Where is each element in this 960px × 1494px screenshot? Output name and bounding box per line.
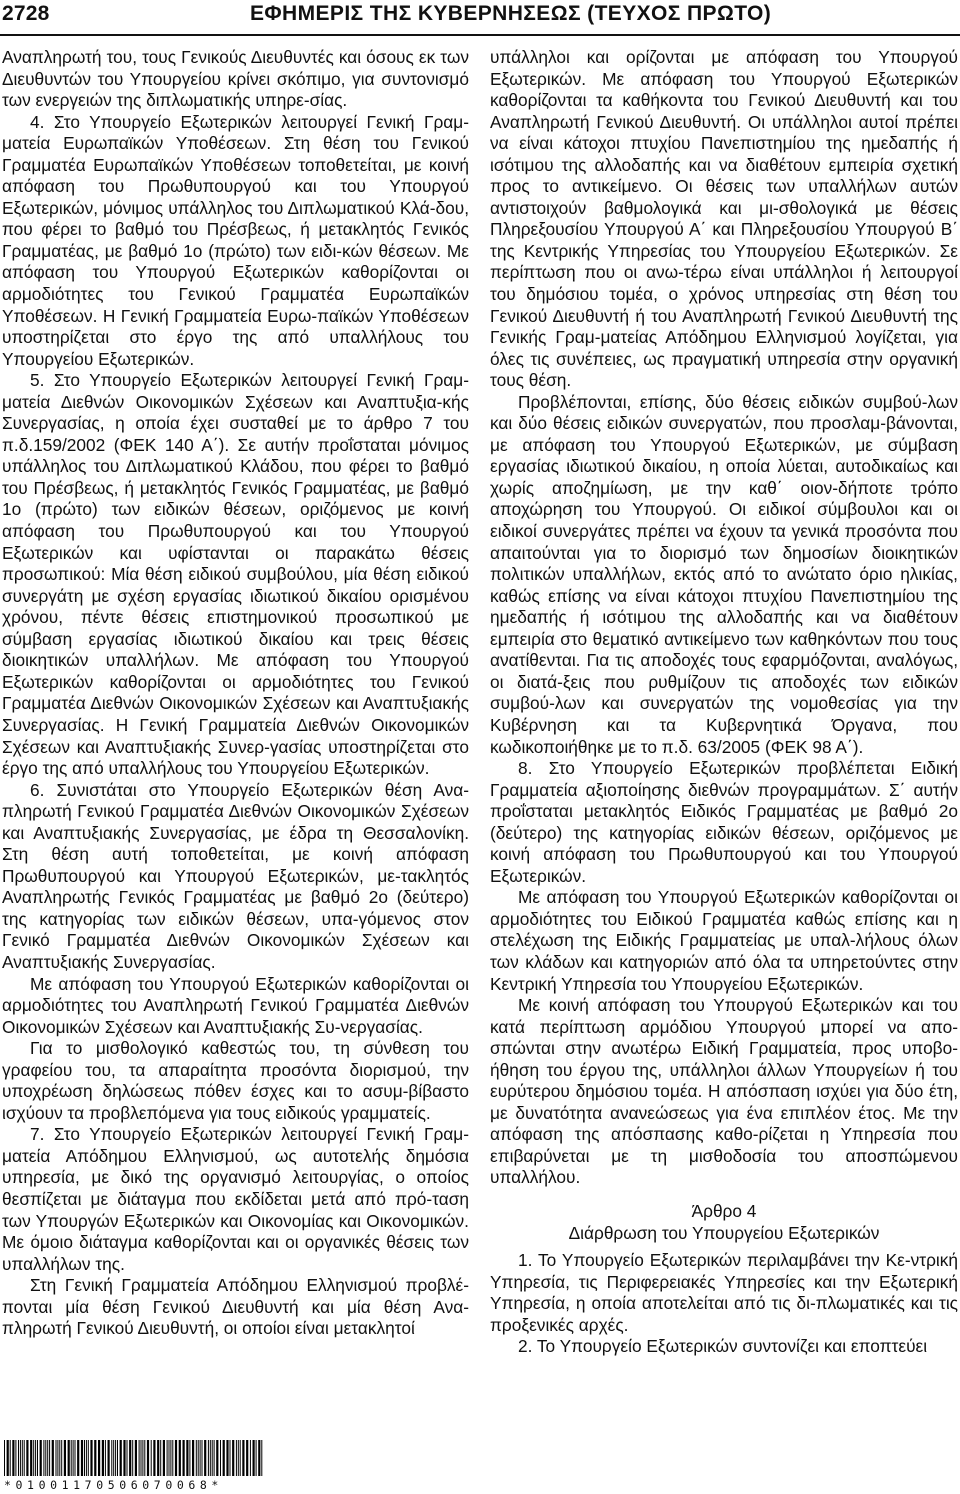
barcode-bar xyxy=(102,1440,104,1476)
paragraph: Με κοινή απόφαση του Υπουργού Εξωτερικών και του κατά περίπτωση αρμόδιου Υπουργού μπορεί να απο-σπώνται στην ανωτέρω Ειδική Γραμματεία, προς υποβο-ήθηση του έργου της, υπάλληλοι άλλων Υπουργείων ή του ευρύτερου δημόσιου τομέα. Η απόσπαση ισχύει για δύο έτη, με δυνατότητα ανανεώσεως για ένα επιπλέον έτος. Με την απόφαση της απόσπασης καθο-ρίζεται η Υπηρεσία που επιβαρύνεται με τη μισθοδοσία του αποσπώμενου υπαλλήλου. xyxy=(490,995,958,1188)
barcode-bar xyxy=(232,1440,234,1476)
barcode-bar xyxy=(37,1440,38,1476)
barcode-bar xyxy=(216,1440,218,1476)
barcode-bar xyxy=(186,1440,188,1476)
barcode-bar xyxy=(123,1440,125,1476)
article-subtitle: Διάρθρωση του Υπουργείου Εξωτερικών xyxy=(568,1222,880,1243)
barcode-bar xyxy=(238,1440,239,1476)
barcode-bar xyxy=(98,1440,100,1476)
paragraph: 6. Συνιστάται στο Υπουργείο Εξωτερικών θέση Ανα-πληρωτή Γενικού Γραμματέα Διεθνών Οικονομικών Σχέσεων και Αναπτυξιακής Συνεργασίας, με έδρα τη Θεσσαλονίκη. Στη θέση αυτή τοποθετείται, με κοινή απόφαση Πρωθυπουργού και Υπουργού Εξωτερικών, με-τακλητός Αναπληρωτής Γενικός Γραμματέας με βαθμό 2ο (δεύτερο) της κατηγορίας των ειδικών θέσεων, υπα-γόμενος στον Γενικό Γραμματέα Διεθνών Οικονομικών Σχέσεων και Αναπτυξιακής Συνεργασίας. xyxy=(2,779,469,972)
paragraph: 8. Στο Υπουργείο Εξωτερικών προβλέπεται Ειδική Γραμματεία αξιοποίησης διεθνών προγραμμάτων. Σ΄ αυτήν προΐσταται μετακλητός Ειδικός Γραμματέας με βαθμό 2ο (δεύτερο) της κατηγορίας ειδικών θέσεων, οριζόμενος με κοινή απόφαση του Πρωθυπουργού και του Υπουργού Εξωτερικών. xyxy=(490,758,958,886)
barcode-bar xyxy=(170,1440,171,1476)
barcode-bar xyxy=(132,1440,133,1476)
barcode-bar xyxy=(153,1440,155,1476)
header-rule xyxy=(0,34,960,36)
barcode-bar xyxy=(117,1440,118,1476)
barcode-bar xyxy=(40,1440,42,1476)
barcode-bar xyxy=(7,1440,9,1476)
paragraph: 1. Το Υπουργείο Εξωτερικών περιλαμβάνει την Κε-ντρική Υπηρεσία, τις Περιφερειακές Υπηρεσίες και την Εξωτερική Υπηρεσία, η οποία αποτελείται από τις δι-πλωματικές και τις προξενικές αρχές. xyxy=(490,1250,958,1335)
barcode-bar xyxy=(30,1440,32,1476)
barcode-bar xyxy=(77,1440,79,1476)
barcode-bar xyxy=(84,1440,85,1476)
barcode-bar xyxy=(86,1440,87,1476)
barcode-number: *01001170506070068* xyxy=(4,1478,223,1492)
paragraph: Με απόφαση του Υπουργού Εξωτερικών καθορίζονται οι αρμοδιότητες του Ειδικού Γραμματέα καθώς επίσης και η στελέχωση της Ειδικής Γραμματείας με υπαλ-λήλους όλων των κλάδων και κατηγοριών από όλα τα υπηρετούντες στην Κεντρική Υπηρεσία του Υπουργείου Εξωτερικών. xyxy=(490,887,958,994)
barcode-bars xyxy=(4,1440,286,1476)
barcode-bar xyxy=(212,1440,213,1476)
barcode-bar xyxy=(75,1440,76,1476)
barcode-bar xyxy=(172,1440,173,1476)
barcode-bar xyxy=(35,1440,36,1476)
barcode-bar xyxy=(56,1440,57,1476)
barcode-bar xyxy=(250,1440,251,1476)
barcode-bar xyxy=(49,1440,50,1476)
page-number: 2728 xyxy=(2,2,50,25)
barcode-bar xyxy=(204,1440,206,1476)
barcode-bar xyxy=(198,1440,199,1476)
barcode-bar xyxy=(88,1440,89,1476)
barcode-bar xyxy=(127,1440,128,1476)
barcode-bar xyxy=(94,1440,96,1476)
barcode-bar xyxy=(189,1440,190,1476)
barcode-bar xyxy=(12,1440,14,1476)
barcode-bar xyxy=(20,1440,21,1476)
barcode-bar xyxy=(108,1440,110,1476)
right-column xyxy=(490,47,958,1358)
barcode-bar xyxy=(111,1440,112,1476)
paragraph: Με απόφαση του Υπουργού Εξωτερικών καθορίζονται οι αρμοδιότητες του Αναπληρωτή Γενικού Γραμματέα Διεθνών Οικονομικών Σχέσεων και Αναπτυξιακής Συ-νεργασίας. xyxy=(2,973,469,1037)
barcode-bar xyxy=(135,1440,137,1476)
barcode-bar xyxy=(43,1440,44,1476)
barcode-bar xyxy=(175,1440,177,1476)
barcode-bar xyxy=(261,1440,262,1476)
paragraph: 2. Το Υπουργείο Εξωτερικών συντονίζει και εποπτεύει xyxy=(518,1336,928,1357)
barcode-bar xyxy=(64,1440,66,1476)
barcode-bar xyxy=(15,1440,16,1476)
page-header xyxy=(0,0,960,40)
barcode-bar xyxy=(90,1440,92,1476)
barcode-bar xyxy=(61,1440,62,1476)
barcode-bar xyxy=(179,1440,181,1476)
barcode-bar xyxy=(73,1440,74,1476)
barcode-bar xyxy=(214,1440,215,1476)
barcode-bar xyxy=(202,1440,203,1476)
barcode-bar xyxy=(45,1440,46,1476)
barcode-bar xyxy=(163,1440,165,1476)
article-title: Άρθρο 4 xyxy=(691,1200,757,1221)
barcode-bar xyxy=(59,1440,60,1476)
barcode-bar xyxy=(105,1440,106,1476)
barcode-bar xyxy=(196,1440,197,1476)
barcode-bar xyxy=(10,1440,11,1476)
barcode-bar xyxy=(68,1440,70,1476)
barcode-bar xyxy=(144,1440,145,1476)
barcode-bar xyxy=(200,1440,201,1476)
barcode-bar xyxy=(141,1440,142,1476)
paragraph: Αναπληρωτή του, τους Γενικούς Διευθυντές και όσους εκ των Διευθυντών του Υπουργείου κρίνει σκόπιμο, για συντονισμό των ενεργειών της διπλωματικής υπηρε-σίας. xyxy=(2,47,469,111)
barcode-bar xyxy=(230,1440,231,1476)
barcode-bar xyxy=(26,1440,28,1476)
barcode-bar xyxy=(242,1440,244,1476)
barcode-bar xyxy=(220,1440,221,1476)
barcode-bar xyxy=(183,1440,185,1476)
paragraph: Στη Γενική Γραμματεία Απόδημου Ελληνισμού προβλέ-πονται μία θέση Γενικού Διευθυντή και μία θέση Ανα-πληρωτή Γενικού Διευθυντή, οι οποίοι είναι μετακλητοί xyxy=(2,1275,469,1339)
barcode-bar xyxy=(33,1440,34,1476)
barcode-bar xyxy=(169,1440,170,1476)
barcode-bar xyxy=(22,1440,23,1476)
barcode-bar xyxy=(115,1440,116,1476)
barcode-bar xyxy=(113,1440,114,1476)
barcode-bar xyxy=(18,1440,19,1476)
barcode-bar xyxy=(129,1440,131,1476)
barcode-bar xyxy=(71,1440,72,1476)
barcode-bar xyxy=(167,1440,168,1476)
barcode-bar xyxy=(256,1440,257,1476)
barcode-bar xyxy=(151,1440,152,1476)
barcode-bar xyxy=(147,1440,149,1476)
barcode-bar xyxy=(253,1440,255,1476)
paragraph: 7. Στο Υπουργείο Εξωτερικών λειτουργεί Γενική Γραμ-ματεία Απόδημου Ελληνισμού, ως αυτοτελής δημόσια υπηρεσία, με δικό της οργανισμό λειτουργίας, ο οποίος θεσπίζεται με διάταγμα που εκδίδεται μετά από πρό-ταση των Υπουργών Εξωτερικών και Οικονομίας και Οικονομικών. Με όμοιο διάταγμα καθορίζονται και οι οργανικές θέσεις των υπαλλήλων της. xyxy=(2,1124,469,1274)
paragraph: 5. Στο Υπουργείο Εξωτερικών λειτουργεί Γενική Γραμ-ματεία Διεθνών Οικονομικών Σχέσεων και Αναπτυξια-κής Συνεργασίας, η οποία έχει συσταθεί με το άρθρο 7 του π.δ.159/2002 (ΦΕΚ 140 Α΄). Σε αυτήν προΐσταται μόνιμος υπάλληλος του Διπλωματικού Κλάδου, που φέρει το βαθμό του Πρέσβεως, ή μετακλητός Γενικός Γραμματέας, με βαθμό 1ο (πρώτο) των ειδικών θέσεων, οριζόμενος με κοινή απόφαση του Πρωθυπουργού και του Υπουργού Εξωτερικών και υφίστανται οι παρακάτω θέσεις προσωπικού: Μία θέση ειδικού συμβούλου, μία θέση ειδικού συνεργάτη με σχέση εργασίας ιδιωτικού δικαίου ορισμένου χρόνου, πέντε θέσεις επιστημονικού προσωπικού με σύμβαση εργασίας ιδιωτικού δικαίου και τρεις θέσεις διοικητικών υπαλλήλων. Με απόφαση του Υπουργού Εξωτερικών καθορίζονται οι αρμοδιότητες του Γενικού Γραμματέα Διεθνών Οικονομικών Σχέσεων και Αναπτυξιακής Συνεργασίας. Η Γενική Γραμματεία Διεθνών Οικονομικών Σχέσεων και Αναπτυξιακής Συνερ-γασίας υποστηρίζεται στο έργο της από υπαλλήλους του Υπουργείου Εξωτερικών. xyxy=(2,370,469,779)
barcode-bar xyxy=(157,1440,159,1476)
gazette-title: ΕΦΗΜΕΡΙΣ ΤΗΣ ΚΥΒΕΡΝΗΣΕΩΣ (ΤΕΥΧΟΣ ΠΡΩΤΟ) xyxy=(250,2,772,25)
paragraph: Προβλέπονται, επίσης, δύο θέσεις ειδικών συμβού-λων και δύο θέσεις ειδικών συνεργατών, που προσλαμ-βάνονται, με απόφαση του Υπουργού Εξωτερικών, με σύμβαση εργασίας ιδιωτικού δικαίου, η οποία λύεται, αυτοδικαίως και χωρίς αποζημίωση, με την καθ΄ οιον-δήποτε τρόπο αποχώρηση του Υπουργού. Οι ειδικοί σύμβουλοι και οι ειδικοί συνεργάτες πρέπει να έχουν τα γενικά προσόντα που απαιτούνται για το διορισμό των δημοσίων διοικητικών πολιτικών υπαλλήλων, εκτός από το ανώτατο όριο ηλικίας, καθώς επίσης να είναι κάτοχοι πτυχίου Πανεπιστημίου της ημεδαπής ή ισότιμου της αλλοδαπής και να διαθέτουν εμπειρία στο θεματικό αντικείμενο των καθηκόντων που τους ανατίθενται. Για τις αποδοχές τους εφαρμόζονται, αναλόγως, οι διατά-ξεις που ρυθμίζουν τις αποδοχές των ειδικών συμβού-λων και συνεργατών της νομοθεσίας για την Κυβέρνηση και τα Κυβερνητικά Όργανα, που κωδικοποιήθηκε με το π.δ. 63/2005 (ΦΕΚ 98 Α΄). xyxy=(490,391,958,757)
barcode-bar xyxy=(47,1440,48,1476)
barcode-bar xyxy=(210,1440,211,1476)
left-column xyxy=(2,47,469,1340)
barcode-bar xyxy=(223,1440,225,1476)
barcode xyxy=(0,1440,290,1494)
barcode-bar xyxy=(120,1440,122,1476)
paragraph: Για το μισθολογικό καθεστώς του, τη σύνθεση του γραφείου του, τα απαραίτητα προσόντα διορισμού, την υποχρέωση δηλώσεως πόθεν έσχες και το ασυμ-βίβαστο ισχύουν τα προβλεπόμενα για τους ειδικούς γραμματείς. xyxy=(2,1038,469,1123)
barcode-bar xyxy=(208,1440,209,1476)
barcode-bar xyxy=(142,1440,143,1476)
paragraph: 4. Στο Υπουργείο Εξωτερικών λειτουργεί Γενική Γραμ-ματεία Ευρωπαϊκών Υποθέσεων. Στη θέση του Γενικού Γραμματέα Ευρωπαϊκών Υποθέσεων τοποθετείται, με κοινή απόφαση του Πρωθυπουργού και του Υπουργού Εξωτερικών, μόνιμος υπάλληλος του Διπλωματικού Κλά-δου, που φέρει το βαθμό του Πρέσβεως, ή μετακλητός Γενικός Γραμματέας, με βαθμό 1ο (πρώτο) των ειδι-κών θέσεων. Με απόφαση του Υπουργού Εξωτερικών καθορίζονται οι αρμοδιότητες του Γενικού Γραμματέα Ευρωπαϊκών Υποθέσεων. Η Γενική Γραμματεία Ευρω-παϊκών Υποθέσεων υποστηρίζεται στο έργο της από υπαλλήλους του Υπουργείου Εξωτερικών. xyxy=(2,111,469,369)
barcode-bar xyxy=(240,1440,241,1476)
paragraph: υπάλληλοι και ορίζονται με απόφαση του Υπουργού Εξωτερικών. Με απόφαση του Υπουργού Εξωτερικών καθορίζονται τα καθήκοντα του Γενικού Διευθυντή και του Αναπληρωτή Γενικού Διευθυντή. Οι υπάλληλοι αυτοί πρέπει να είναι κάτοχοι πτυχίου Πανεπιστημίου της ημεδαπής ή ισότιμου της αλλοδαπής και να διαθέτουν εμπειρία σχετική προς το αντικείμενο. Οι θέσεις των υπαλλήλων αυτών αντιστοιχούν βαθμολογικά και μι-σθολογικά με θέσεις Πληρεξουσίου Υπουργού Α΄ και Πληρεξουσίου Υπουργού Β΄ της Κεντρικής Υπηρεσίας του Υπουργείου Εξωτερικών. Σε περίπτωση που οι ανω-τέρω είναι υπάλληλοι ή λειτουργοί του δημόσιου τομέα, ο χρόνος υπηρεσίας στη θέση του Γενικού Διευθυντή ή του Αναπληρωτή Γενικού Διευθυντή της Γενικής Γραμ-ματείας Απόδημου Ελληνισμού λογίζεται, για όλες τις συνέπειες, ως πραγματική υπηρεσία στην οργανική τους θέση. xyxy=(490,47,958,391)
barcode-bar xyxy=(258,1440,260,1476)
barcode-bar xyxy=(160,1440,161,1476)
barcode-bar xyxy=(192,1440,194,1476)
barcode-bar xyxy=(57,1440,58,1476)
barcode-bar xyxy=(236,1440,237,1476)
barcode-bar xyxy=(226,1440,228,1476)
barcode-bar xyxy=(52,1440,54,1476)
barcode-bar xyxy=(81,1440,83,1476)
barcode-bar xyxy=(24,1440,25,1476)
barcode-bar xyxy=(139,1440,140,1476)
barcode-bar xyxy=(246,1440,248,1476)
barcode-bar xyxy=(4,1440,5,1476)
